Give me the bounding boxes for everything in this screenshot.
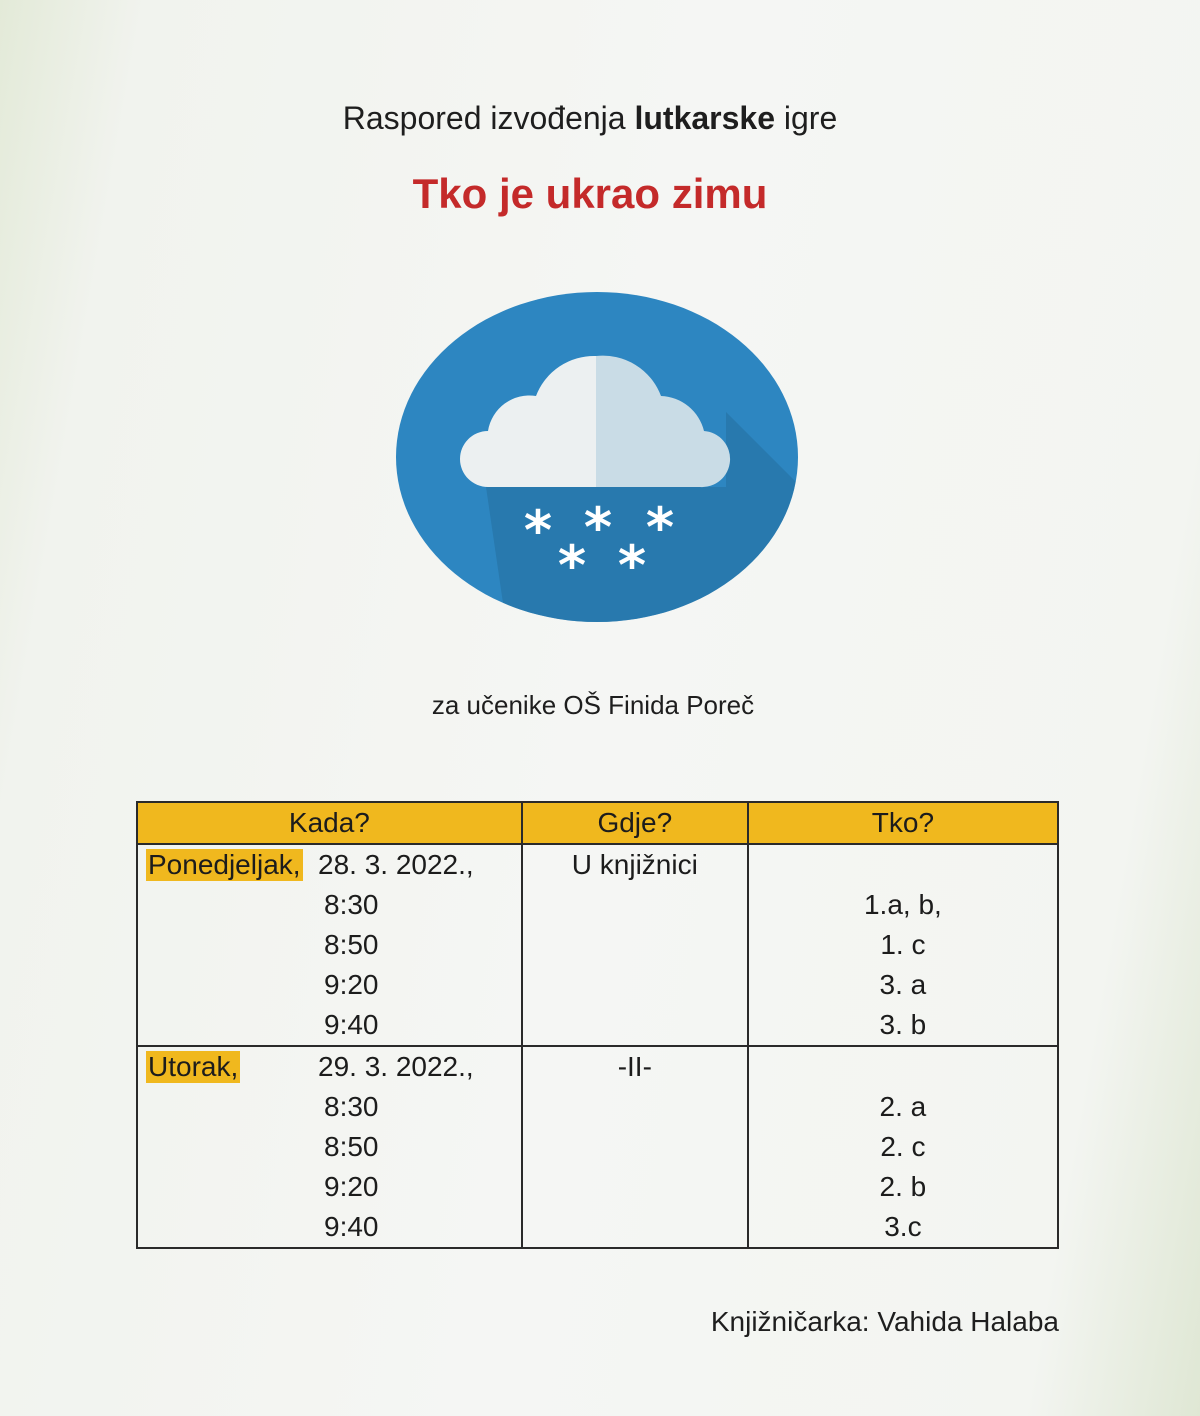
- snow-cloud-icon: [396, 292, 798, 622]
- who-cell: 2. a: [748, 1087, 1058, 1127]
- place-cell: [522, 925, 748, 965]
- table-row: [137, 965, 1058, 1005]
- heading-prefix: Raspored izvođenja: [342, 100, 626, 136]
- slot-time: 9:20: [324, 969, 379, 1000]
- play-title: Tko je ukrao zimu: [412, 170, 768, 217]
- place-cell: [522, 1207, 748, 1248]
- table-header-row: [137, 802, 1058, 844]
- place-cell: -II-: [522, 1046, 748, 1087]
- who-cell: 3.c: [748, 1207, 1058, 1248]
- snowflake-icon: *: [645, 496, 675, 559]
- slot-time: 8:50: [324, 929, 379, 960]
- who-cell: 2. c: [748, 1127, 1058, 1167]
- day-name: Utorak,: [148, 1051, 239, 1082]
- place-cell: [522, 1127, 748, 1167]
- header-when: Kada?: [137, 802, 522, 844]
- slot-time: 8:30: [324, 889, 379, 920]
- time-cell: [137, 885, 522, 925]
- table-row: [137, 925, 1058, 965]
- place-cell: U knjižnici: [522, 844, 748, 885]
- time-cell: [137, 925, 522, 965]
- place-cell: [522, 1005, 748, 1046]
- snowflake-icon: *: [523, 499, 553, 562]
- snowflake-icon: *: [557, 534, 587, 597]
- time-cell: [137, 1005, 522, 1046]
- schedule-heading: [0, 100, 1180, 137]
- table-row: [137, 1127, 1058, 1167]
- librarian-signature: Knjižničarka: Vahida Halaba: [710, 1306, 1059, 1337]
- place-cell: [522, 965, 748, 1005]
- time-cell: [137, 1127, 522, 1167]
- audience-line: za učenike OŠ Finida Poreč: [431, 690, 755, 720]
- place-cell: [522, 1087, 748, 1127]
- who-cell: [748, 844, 1058, 885]
- header-who: Tko?: [748, 802, 1058, 844]
- table-row: [137, 1207, 1058, 1248]
- slot-time: 8:50: [324, 1131, 379, 1162]
- table-row: [137, 1046, 1058, 1087]
- table-row: [137, 1005, 1058, 1046]
- slot-time: 8:30: [324, 1091, 379, 1122]
- time-cell: [137, 1087, 522, 1127]
- who-cell: 3. a: [748, 965, 1058, 1005]
- who-cell: [748, 1046, 1058, 1087]
- heading-suffix: igre: [783, 100, 838, 136]
- schedule-table: [136, 801, 1059, 1249]
- time-cell: [137, 1167, 522, 1207]
- who-cell: 2. b: [748, 1167, 1058, 1207]
- place-cell: [522, 885, 748, 925]
- heading-bold-word: lutkarske: [634, 100, 775, 136]
- table-row: [137, 844, 1058, 885]
- table-row: [137, 1087, 1058, 1127]
- table-row: [137, 885, 1058, 925]
- time-cell: [137, 965, 522, 1005]
- snowflake-icon: *: [617, 534, 647, 597]
- header-where: Gdje?: [522, 802, 748, 844]
- day-cell: [137, 1046, 522, 1087]
- who-cell: 3. b: [748, 1005, 1058, 1046]
- day-date: 28. 3. 2022.,: [318, 849, 474, 880]
- slot-time: 9:40: [324, 1211, 379, 1242]
- day-cell: [137, 844, 522, 885]
- who-cell: 1. c: [748, 925, 1058, 965]
- day-name: Ponedjeljak,: [148, 849, 301, 880]
- who-cell: 1.a, b,: [748, 885, 1058, 925]
- time-cell: [137, 1207, 522, 1248]
- slot-time: 9:40: [324, 1009, 379, 1040]
- table-row: [137, 1167, 1058, 1207]
- slot-time: 9:20: [324, 1171, 379, 1202]
- place-cell: [522, 1167, 748, 1207]
- snowflake-icon: *: [583, 496, 613, 559]
- day-date: 29. 3. 2022.,: [318, 1051, 474, 1082]
